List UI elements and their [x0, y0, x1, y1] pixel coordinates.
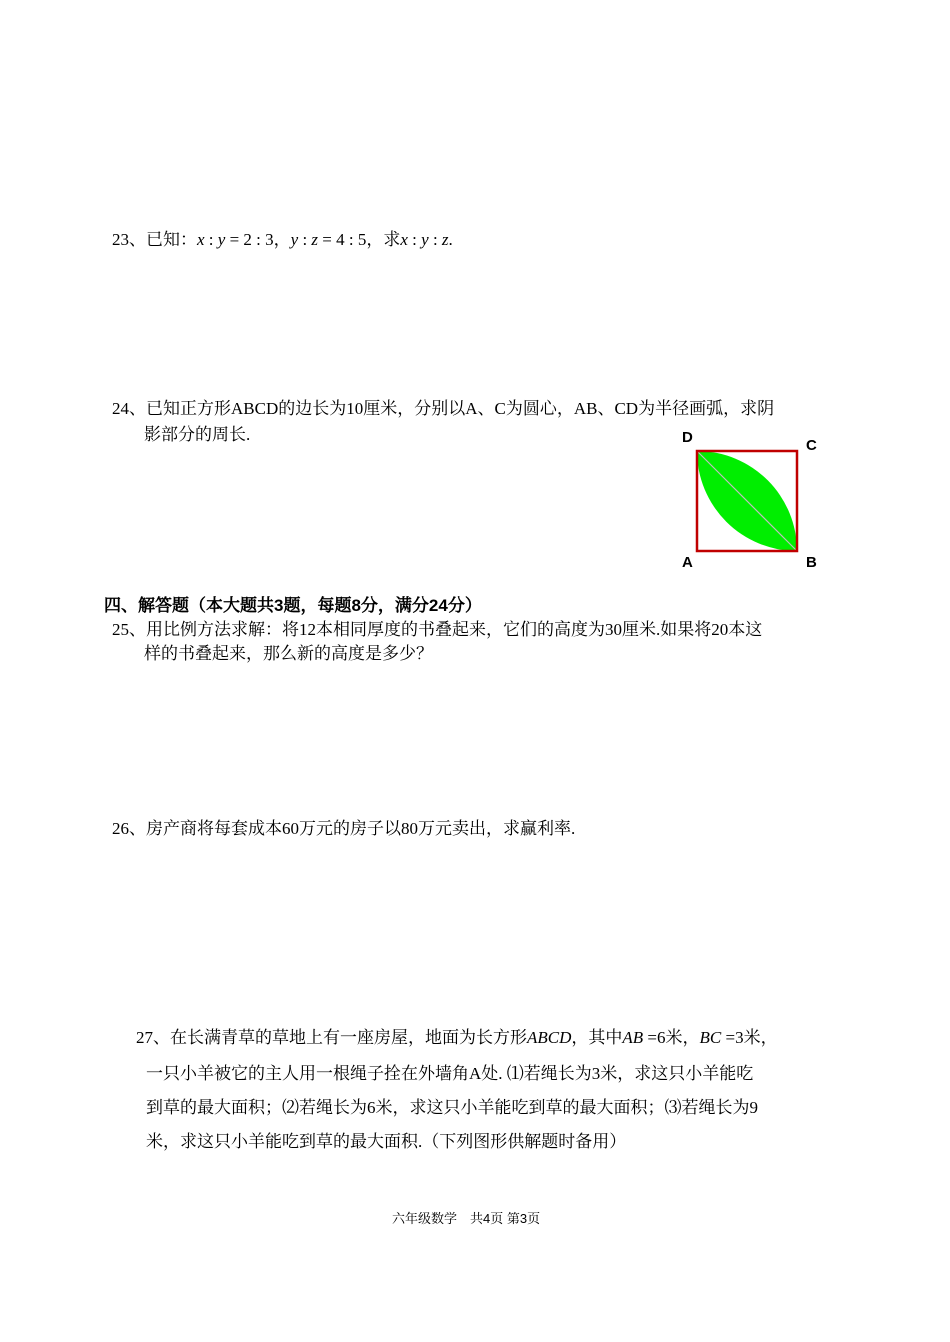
- q27-bc: BC: [699, 1028, 722, 1047]
- section-4-heading: 四、解答题（本大题共3题，每题8分，满分24分）: [104, 596, 482, 615]
- square-arc-figure: [676, 424, 826, 574]
- question-27-line-1: [136, 1027, 778, 1049]
- q27-ab: AB: [622, 1028, 644, 1047]
- question-27-line-3: 到草的最大面积；⑵若绳长为6米，求这只小羊能吃到草的最大面积；⑶若绳长为9: [146, 1098, 758, 1117]
- page-footer: 六年级数学 共4页 第3页: [392, 1211, 541, 1226]
- q23-var-z: z: [441, 230, 449, 249]
- question-25-line-2: 样的书叠起来，那么新的高度是多少？: [144, 644, 433, 663]
- question-26: 26、房产商将每套成本60万元的房子以80万元卖出，求赢利率.: [112, 819, 576, 838]
- q27-text: 27、在长满青草的草地上有一座房屋，地面为长方形: [136, 1028, 527, 1047]
- question-27-line-4: 米，求这只小羊能吃到草的最大面积.（下列图形供解题时备用）: [146, 1132, 627, 1151]
- question-24-line-2: 影部分的周长.: [144, 425, 251, 444]
- q23-period: .: [448, 230, 453, 249]
- q23-colon: :: [204, 230, 218, 249]
- q27-text: ，其中: [571, 1028, 623, 1047]
- q27-unit: 米，: [743, 1028, 778, 1047]
- q23-var-x: x: [400, 230, 408, 249]
- q23-var-y: y: [290, 230, 299, 249]
- vertex-label-c: C: [806, 437, 817, 454]
- q23-colon: :: [428, 230, 442, 249]
- question-23: [112, 229, 453, 251]
- question-27-line-2: 一只小羊被它的主人用一根绳子拴在外墙角A处. ⑴若绳长为3米，求这只小羊能吃: [146, 1064, 754, 1083]
- q23-text: 已知：: [146, 230, 197, 249]
- q27-bc-value: =3: [721, 1028, 744, 1047]
- q27-unit: 米，: [665, 1028, 700, 1047]
- q23-var-y: y: [217, 230, 226, 249]
- vertex-label-a: A: [682, 554, 693, 571]
- q23-colon: :: [407, 230, 422, 249]
- vertex-label-d: D: [682, 429, 693, 446]
- q23-number: 23、: [112, 230, 146, 249]
- q23-var-z: z: [311, 230, 319, 249]
- q27-ab-value: =6: [643, 1028, 666, 1047]
- q23-colon: :: [298, 230, 312, 249]
- question-24-line-1: 24、已知正方形ABCD的边长为10厘米，分别以A、C为圆心，AB、CD为半径画弧，求阴: [112, 399, 775, 418]
- q23-var-x: x: [197, 230, 205, 249]
- q23-var-y: y: [421, 230, 429, 249]
- q27-abcd: ABCD: [527, 1028, 572, 1047]
- question-25-line-1: 25、用比例方法求解：将12本相同厚度的书叠起来，它们的高度为30厘米.如果将20本这: [112, 620, 763, 639]
- q23-ratio-1: = 2 : 3，: [225, 230, 291, 249]
- vertex-label-b: B: [806, 554, 817, 571]
- q23-ratio-2: = 4 : 5，求: [318, 230, 401, 249]
